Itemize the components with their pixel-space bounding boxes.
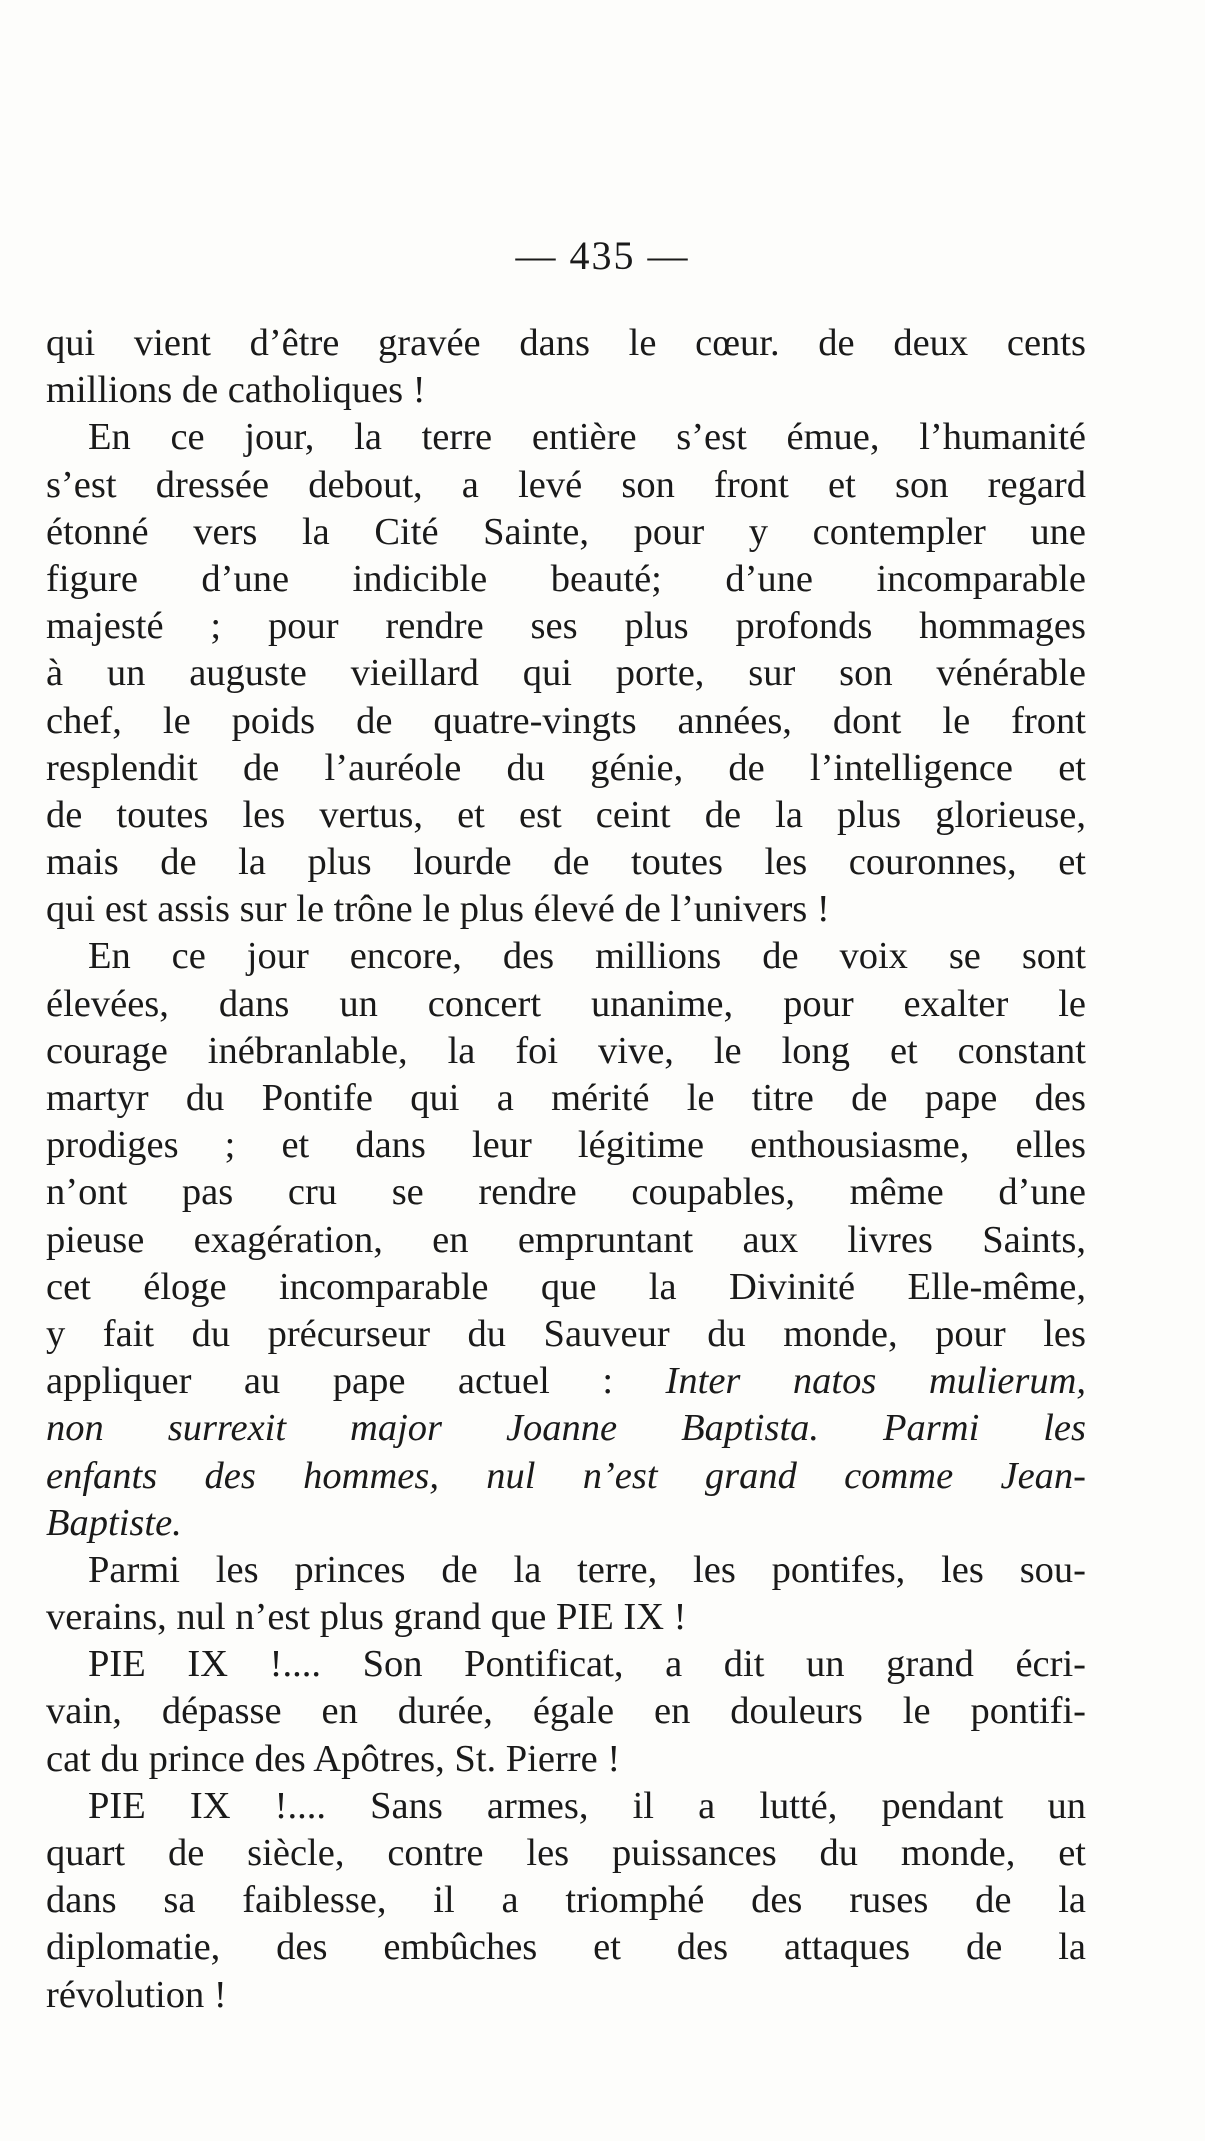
text-line: de toutes les vertus, et est ceint de la plus glorieuse, [46,793,1086,836]
text-line [46,1358,1086,1405]
text-line: qui vient d’être gravée dans le cœur. de deux cents [46,322,1086,364]
text-line: enfants des hommes, nul n’est grand comme Jean- [46,1454,1086,1497]
text-line: majesté ; pour rendre ses plus profonds hommages [46,605,1086,648]
text-line: chef, le poids de quatre-vingts années, dont le front [46,699,1086,742]
text-line: pieuse exagération, en empruntant aux livres Saints, [46,1218,1086,1261]
text-line: qui est assis sur le trône le plus élevé de l’univers ! [46,888,830,931]
text-line: non surrexit major Joanne Baptista. Parmi les [46,1407,1086,1450]
text-line: à un auguste vieillard qui porte, sur son vénérable [46,652,1086,695]
text-line: figure d’une indicible beauté; d’une incomparable [46,557,1086,600]
text-line: courage inébranlable, la foi vive, le long et constant [46,1029,1086,1072]
text-line-roman-part: appliquer au pape actuel : [46,1360,614,1403]
text-line: resplendit de l’auréole du génie, de l’intelligence et [46,746,1086,789]
text-line: En ce jour, la terre entière s’est émue, l’humanité [88,416,1086,459]
text-line: cat du prince des Apôtres, St. Pierre ! [46,1737,621,1780]
page-number: — 435 — [515,233,690,278]
text-line: millions de catholiques ! [46,369,426,412]
text-line: PIE IX !.... Son Pontificat, a dit un grand écri- [88,1643,1086,1686]
text-line: cet éloge incomparable que la Divinité Elle-même, [46,1265,1086,1308]
text-line: En ce jour encore, des millions de voix se sont [88,935,1086,978]
text-line: vain, dépasse en durée, égale en douleurs le pontifi- [46,1690,1086,1733]
text-line: étonné vers la Cité Sainte, pour y contempler une [46,510,1086,553]
text-line: Baptiste. [46,1501,182,1544]
text-line: s’est dressée debout, a levé son front et son regard [46,463,1086,506]
body-text [46,320,1086,2019]
text-line: prodiges ; et dans leur légitime enthousiasme, elles [46,1124,1086,1167]
text-line: martyr du Pontife qui a mérité le titre de pape des [46,1077,1086,1119]
text-line-italic-part: Inter natos mulierum, [665,1360,1087,1403]
text-line: mais de la plus lourde de toutes les couronnes, et [46,841,1086,884]
text-line: n’ont pas cru se rendre coupables, même d’une [46,1171,1086,1214]
text-line: diplomatie, des embûches et des attaques de la [46,1926,1086,1969]
text-line: Parmi les princes de la terre, les pontifes, les sou- [88,1548,1086,1591]
text-line: élevées, dans un concert unanime, pour exalter le [46,982,1086,1025]
text-line: PIE IX !.... Sans armes, il a lutté, pendant un [88,1784,1086,1827]
text-line: quart de siècle, contre les puissances du monde, et [46,1832,1086,1874]
text-line: dans sa faiblesse, il a triomphé des ruses de la [46,1879,1086,1922]
text-line: verains, nul n’est plus grand que PIE IX ! [46,1596,687,1639]
text-line: révolution ! [46,1973,227,2016]
text-line: y fait du précurseur du Sauveur du monde, pour les [46,1312,1086,1355]
